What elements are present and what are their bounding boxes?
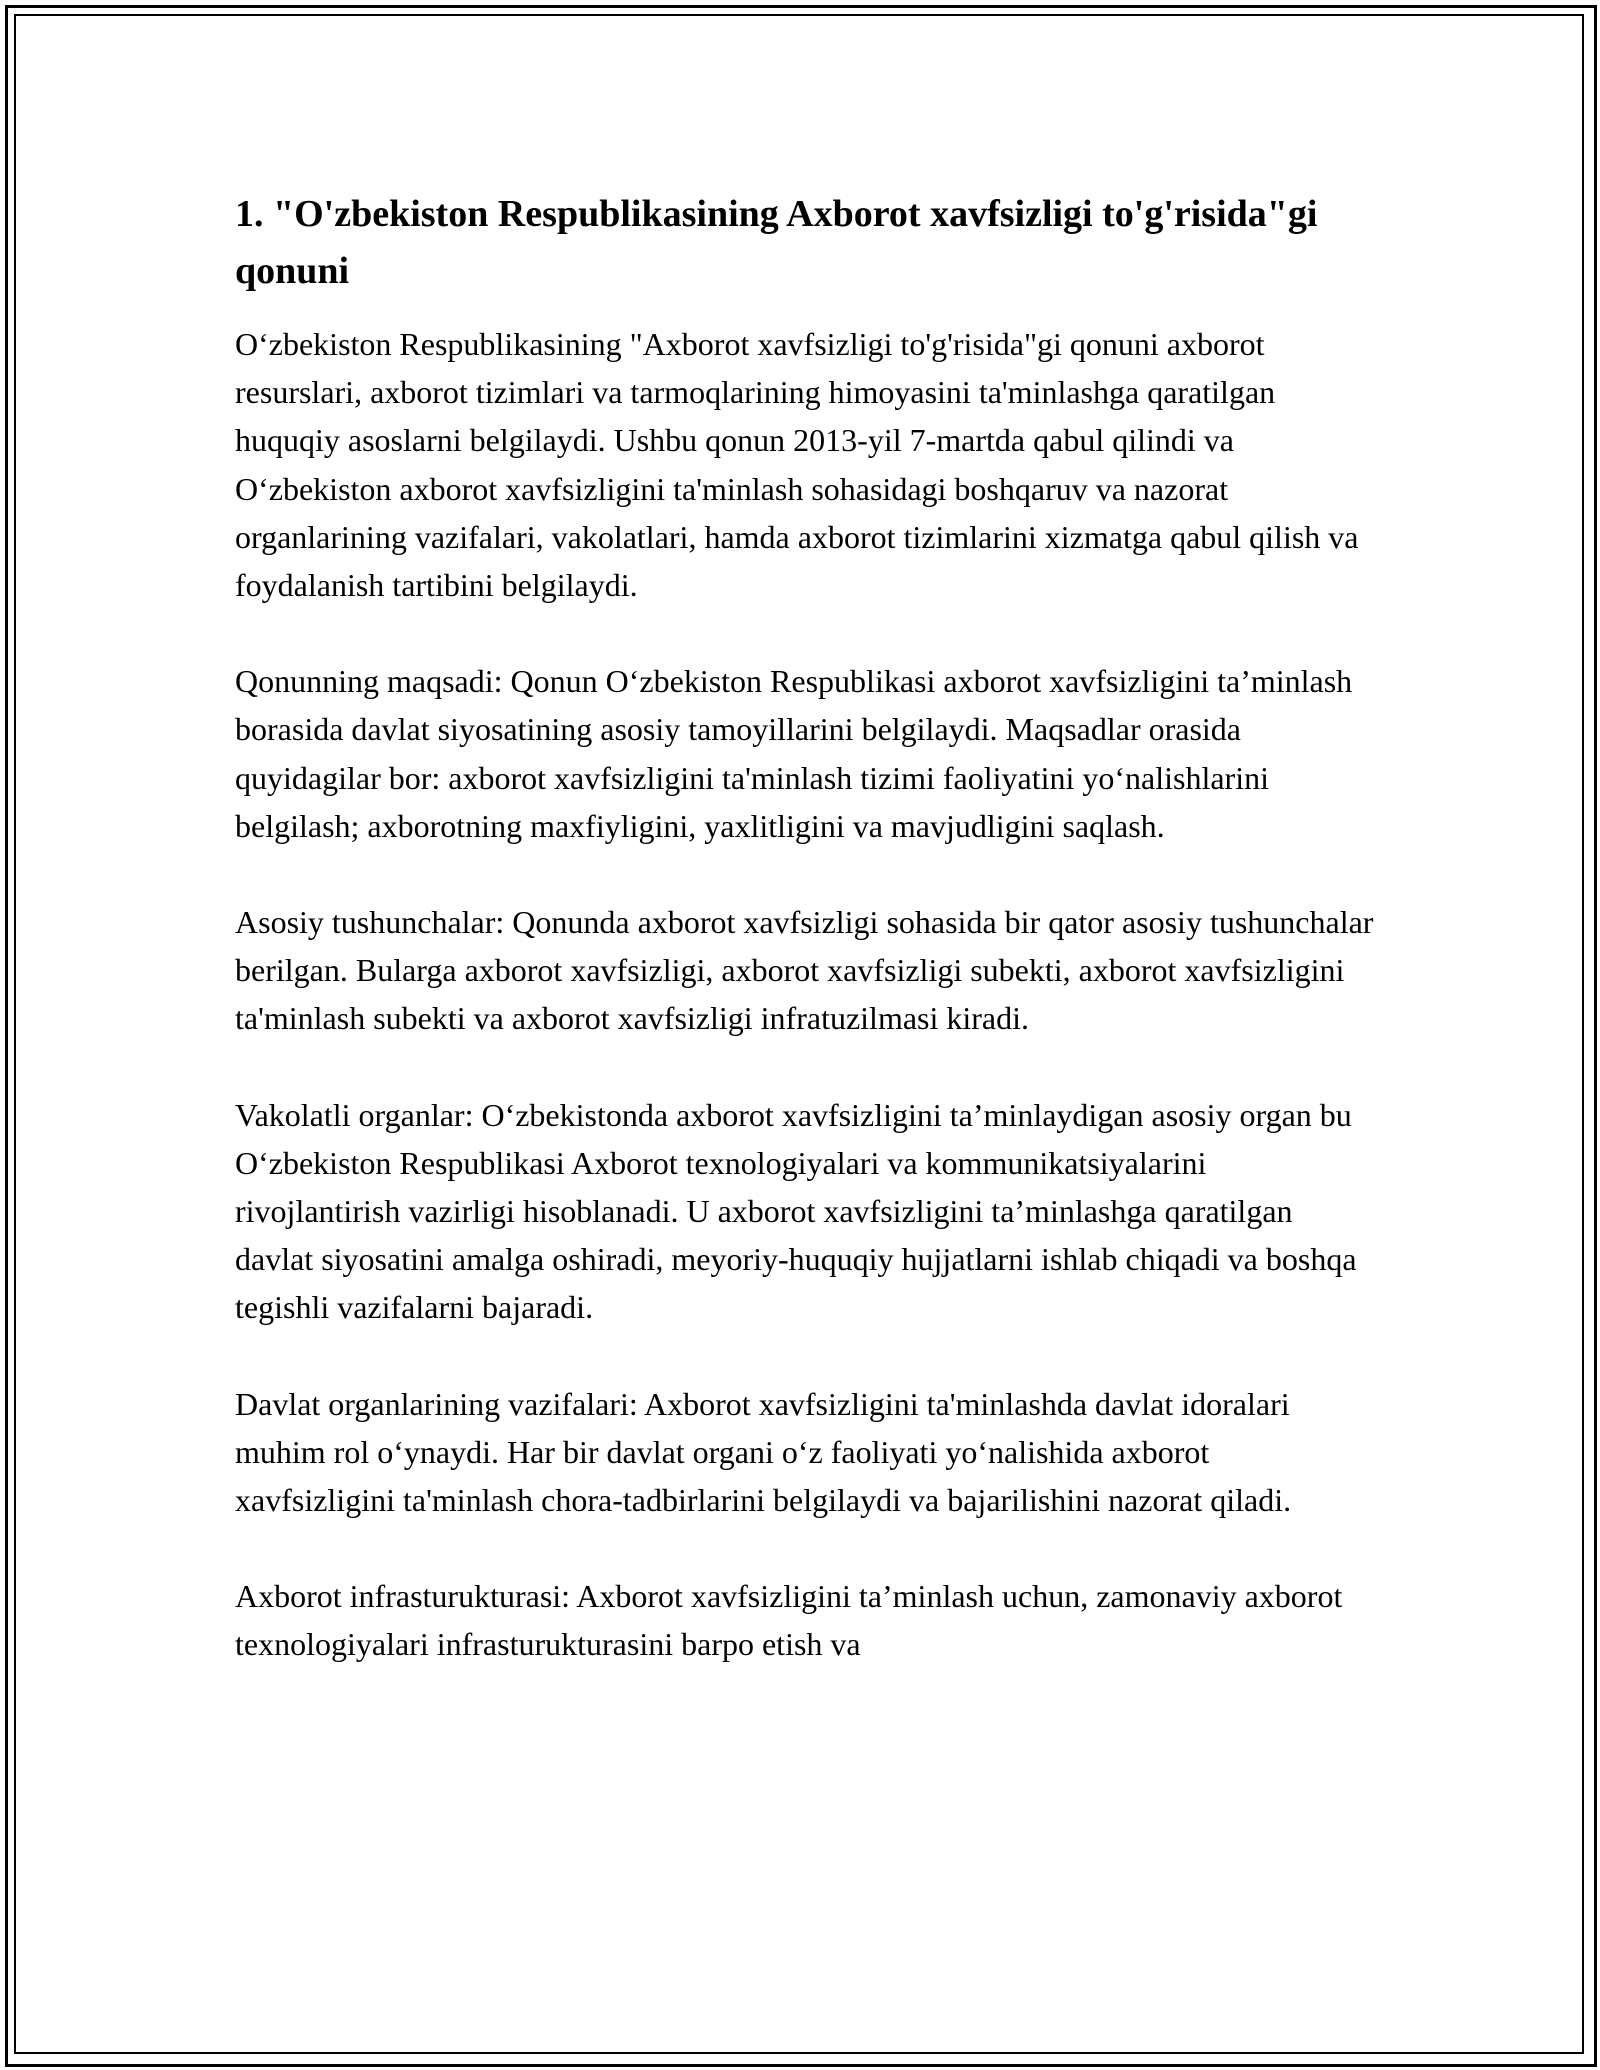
paragraph-basic-concepts: Asosiy tushunchalar: Qonunda axborot xavfsizligi sohasida bir qator asosiy tushunchalar berilgan. Bularga axborot xavfsizligi, axborot xavfsizligi subekti, axborot xavfsizligini ta'minlash subekti va axborot xavfsizligi infratuzilmasi kiradi. <box>235 904 1374 1037</box>
paragraph-state-duties: Davlat organlarining vazifalari: Axborot xavfsizligini ta'minlashda davlat idoralari muhim rol o‘ynaydi. Har bir davlat organi o‘z faoliyati yo‘nalishida axborot xavfsizligini ta'minlash chora-tadbirlarini belgilaydi va bajarilishini nazorat qiladi. <box>235 1385 1292 1519</box>
paragraph-infrastructure: Axborot infrasturukturasi: Axborot xavfsizligini ta’minlash uchun, zamonaviy axborot texnologiyalari infrasturukturasini barpo etish va <box>235 1578 1343 1663</box>
paragraph-intro: O‘zbekiston Respublikasining "Axborot xavfsizligi to'g'risida"gi qonuni axborot resurslari, axborot tizimlari va tarmoqlarining himoyasini ta'minlashga qaratilgan huquqiy asoslarni belgilaydi. Ushbu qonun 2013-yil 7-martda qabul qilindi va O‘zbekiston axborot xavfsizligini ta'minlash sohasidagi boshqaruv va nazorat organlarining vazifalari, vakolatlari, hamda axborot tizimlarini xizmatga qabul qilish va foydalanish tartibini belgilaydi. <box>235 326 1359 604</box>
paragraph-authorized-bodies: Vakolatli organlar: O‘zbekistonda axborot xavfsizligini ta’minlaydigan asosiy organ bu O‘zbekiston Respublikasi Axborot texnologiyalari va kommunikatsiyalarini rivojlantirish vazirligi hisoblanadi. U axborot xavfsizligini ta’minlashga qaratilgan davlat siyosatini amalga oshiradi, meyoriy-huquqiy hujjatlarni ishlab chiqadi va boshqa tegishli vazifalarni bajaradi. <box>235 1096 1357 1326</box>
document-title: 1. "O'zbekiston Respublikasining Axborot xavfsizligi to'g'risida"gi qonuni <box>235 193 1318 292</box>
document-body <box>235 186 1375 1669</box>
paragraph-purpose: Qonunning maqsadi: Qonun O‘zbekiston Respublikasi axborot xavfsizligini ta’minlash borasida davlat siyosatining asosiy tamoyillarini belgilaydi. Maqsadlar orasida quyidagilar bor: axborot xavfsizligini ta'minlash tizimi faoliyatini yo‘nalishlarini belgilash; axborotning maxfiyligini, yaxlitligini va mavjudligini saqlash. <box>235 663 1353 844</box>
